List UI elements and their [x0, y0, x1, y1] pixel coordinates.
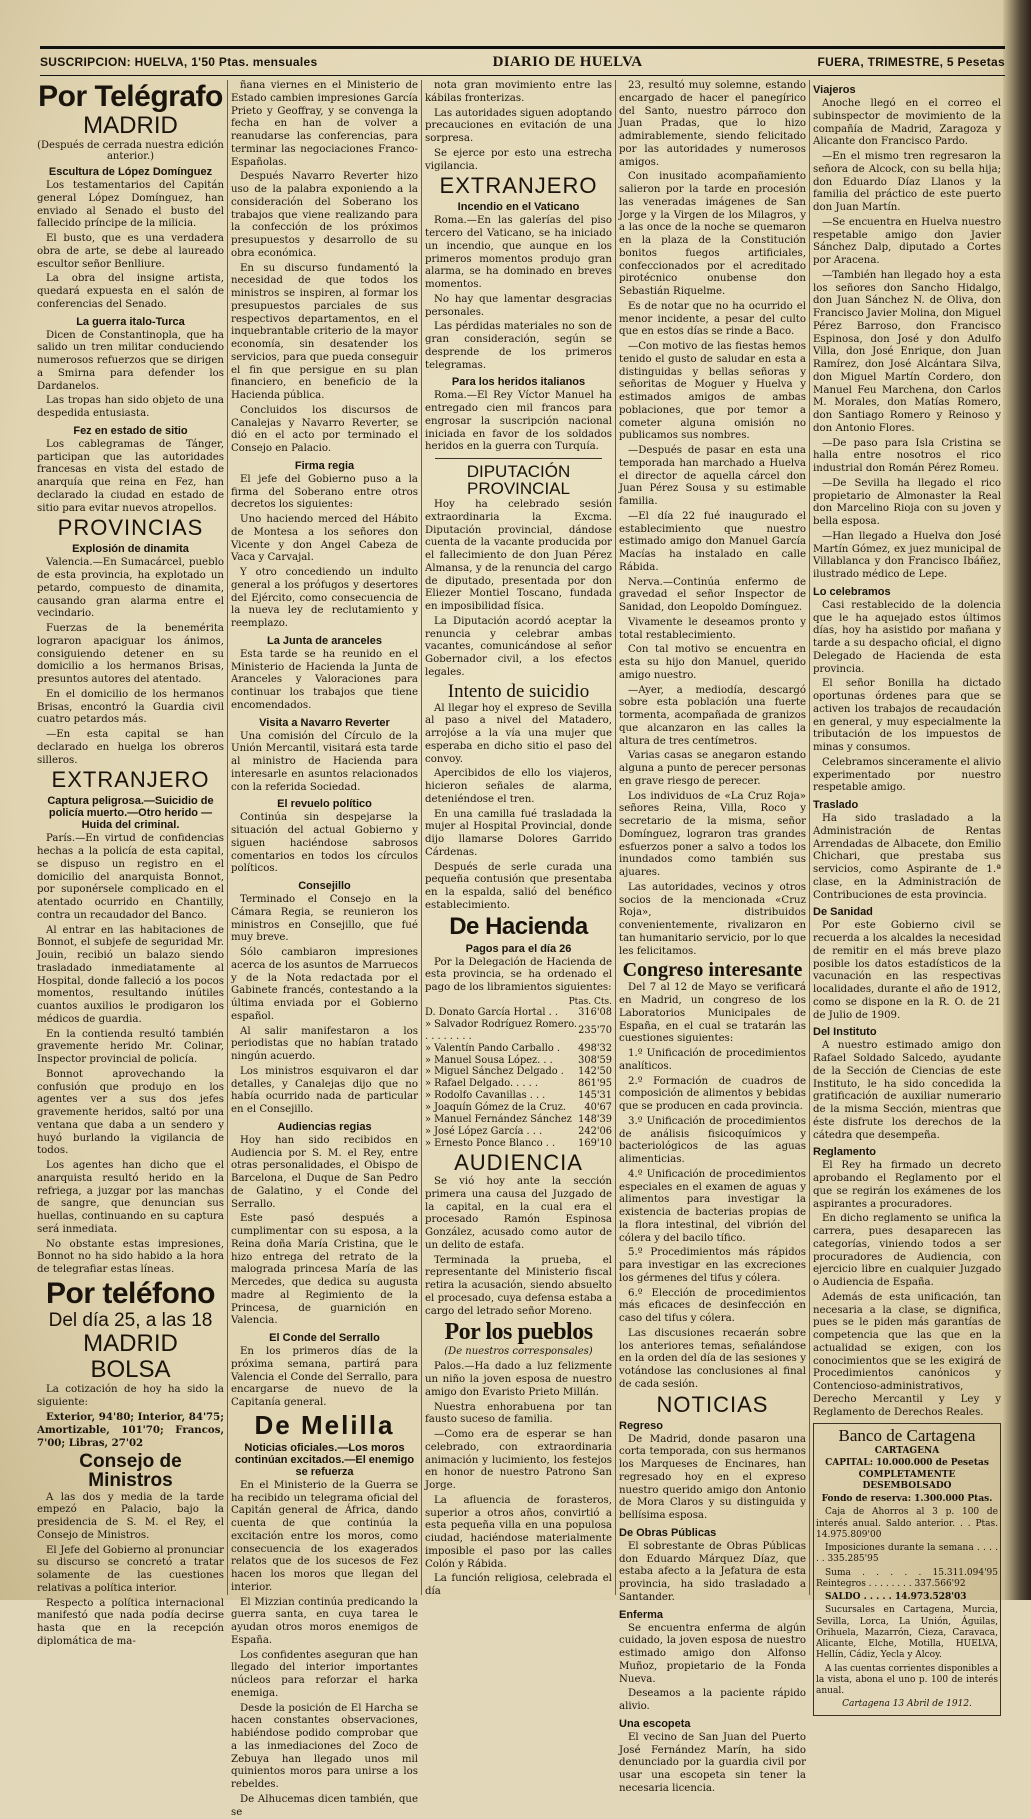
- payment-amount: 308'59: [578, 1054, 612, 1066]
- paragraph: El señor Bonilla ha dictado oportunas órdenes para que se activen los trabajos de recaudación en general, y muy especialmente la tributación de los impuestos de minas y consumos.: [813, 678, 1001, 753]
- payment-row: [425, 1090, 612, 1102]
- subhead: Incendio en el Vaticano: [457, 201, 580, 214]
- paragraph: Y otro concediendo un indulto general a los prófugos y desertores del Ejército, como consecuencia de la nueva ley de reclutamiento y reemplazo.: [231, 567, 418, 629]
- paragraph: No obstante estas impresiones, Bonnot no ha sido habido a la hora de telegrafiar estas líneas.: [37, 1238, 224, 1275]
- bank-reserve: Fondo de reserva: 1.300.000 Ptas.: [821, 1494, 993, 1504]
- heading-de-hacienda: De Hacienda: [449, 912, 588, 940]
- paragraph: París.—En virtud de confidencias hechas a la policía de esta capital, se dispuso un registro en el domicilio del anarquista Bonnot, por suponérsele complicado en el atentado ocurrido en Chantilly, contra un recaudador del Banco.: [37, 833, 224, 921]
- paragraph: Fuerzas de la benemérita lograron apaciguar los ánimos, consiguiendo detener en su domicilio a los hermanos Brisas, presuntos autores del atentado.: [37, 623, 224, 685]
- heading-suicidio: Intento de suicidio: [447, 680, 590, 702]
- payment-row: [425, 1114, 612, 1126]
- payment-amount: 40'67: [584, 1102, 612, 1114]
- payments-header: Ptas. Cts.: [568, 996, 612, 1007]
- newspaper-title: DIARIO DE HUELVA: [492, 53, 643, 70]
- paragraph: La Diputación acordó aceptar la renuncia y celebrar ambas vacantes, comunicándose al señor Gobernador civil, a los efectos legales.: [425, 615, 612, 678]
- paragraph: Es de notar que no ha ocurrido el menor incidente, a pesar del culto que en estos días se rinde a Baco.: [619, 300, 806, 338]
- paragraph: La obra del insigne artista, quedará expuesta en el salón de conferencias del Senado.: [37, 273, 224, 310]
- paragraph: 1.º Unificación de procedimientos analíticos.: [619, 1048, 806, 1072]
- bank-name: Banco de Cartagena: [838, 1426, 976, 1446]
- paragraph: El Jefe del Gobierno al pronunciar su discurso se concretó a tratar solamente de las cuestiones relativas a política interior.: [37, 1544, 224, 1594]
- subhead: Traslado: [813, 799, 859, 811]
- heading-por-los-pueblos: Por los pueblos: [444, 1319, 593, 1346]
- paragraph: 6.º Elección de procedimientos más eficaces de desinfección en caso del tifus y cólera.: [619, 1287, 806, 1324]
- bank-branches: Sucursales en Cartagena, Murcia, Sevilla, Lorca, La Unión, Águilas, Orihuela, Mazarrón, Cieza, Caravaca, Alicante, Elche, Motilla, HUELVA, Hellín, Cádiz, Yecla y Alcoy.: [816, 1605, 998, 1661]
- paragraph: De Madrid, donde pasaron una corta temporada, con sus hermanos los Marqueses de Encinares, han regresado hoy en el expreso nuestro querido amigo don Antonio de Mora Claros y su distinguida y bellísima esposa.: [619, 1433, 806, 1521]
- paragraph: Este pasó después a cumplimentar con su esposa, a la Reina doña María Cristina, que le hizo entrega del retrato de la malograda princesa María de las Mercedes, que dedica su augusta madre al Regimiento de la Princesa, de guarnición en Valencia.: [231, 1213, 418, 1327]
- payment-row: [425, 1102, 612, 1114]
- paragraph: Hoy ha celebrado sesión extraordinaria la Excma. Diputación provincial, dándose cuenta de la vacante producida por el fallecimiento de don Juan Pérez Almansa, y de la renuncia del cargo de diputado, presentada por don Eliezer Montiel Toscano, fundada en imposibilidad física.: [425, 499, 612, 612]
- paragraph: Con tal motivo se encuentra en esta su hijo don Manuel, querido amigo nuestro.: [619, 644, 806, 681]
- payee-name: » José López García . . .: [425, 1126, 543, 1138]
- bank-capital: CAPITAL: 10.000.000 de Pesetas COMPLETAMENTE DESEMBOLSADO: [825, 1458, 989, 1491]
- paragraph: El sobrestante de Obras Públicas don Eduardo Márquez Díaz, que estaba afecto a la Jefatura de esta provincia, ha sido trasladado a Santander.: [619, 1540, 806, 1603]
- paragraph: —Se encuentra en Huelva nuestro respetable amigo don Javier Sánchez Dalp, diputado a Cortes por Aracena.: [813, 216, 1001, 266]
- paragraph: El busto, que es una verdadera obra de arte, se debe al laureado escultor señor Benlliure.: [37, 233, 224, 270]
- payment-row: [425, 1066, 612, 1078]
- paragraph: Una comisión del Círculo de la Unión Mercantil, visitará esta tarde al ministro de Hacienda para interesarle en asuntos relacionados con la referida Sociedad.: [231, 730, 418, 793]
- paragraph: Ha sido trasladado a la Administración de Rentas Arrendadas de Albacete, don Emilio Chichari, que prestaba sus servicios, como Aspirante de 1.ª clase, en la Administración de Contribuciones de esta provincia.: [813, 813, 1001, 901]
- payment-row: [425, 1007, 612, 1019]
- subhead: Explosión de dinamita: [72, 543, 189, 556]
- heading-dia: Del día 25, a las 18: [48, 1309, 213, 1331]
- subhead: Enferma: [619, 1608, 664, 1621]
- payment-row: [425, 1078, 612, 1090]
- paragraph: El Mizzian continúa predicando la guerra santa, en cuya tarea le ayudan otros moros enemigos de España.: [231, 1596, 418, 1646]
- payments-table: [425, 1007, 612, 1150]
- paragraph: No hay que lamentar desgracias personales.: [425, 293, 612, 318]
- paragraph: Terminado el Consejo en la Cámara Regia, se reunieron los ministros en Consejillo, que fué muy breve.: [231, 894, 418, 944]
- subhead: Visita a Navarro Reverter: [259, 716, 390, 729]
- paragraph: De Alhucemas dicen también, que se: [231, 1793, 418, 1818]
- paragraph: Los testamentarios del Capitán general López Domínguez, han enviado al Senado el busto del fallecido príncipe de la milicia.: [37, 180, 224, 230]
- paragraph: 4.º Unificación de procedimientos especiales en el examen de aguas y alimentos para investigar la existencia de bacterias propias de la flora intestinal, del vibrión del cólera y del bacilo tífico.: [619, 1168, 806, 1244]
- payee-name: D. Donato García Hortal . .: [425, 1006, 559, 1018]
- paragraph: Sólo cambiaron impresiones acerca de los asuntos de Marruecos y de la Nota redactada por el Gabinete francés, contestando a la última enviada por el Gobierno español.: [231, 947, 418, 1022]
- paragraph: El Rey ha firmado un decreto aprobando el Reglamento por el que se regirán los exámenes de los aspirantes a procuradores.: [813, 1160, 1001, 1210]
- bank-balance: SALDO . . . . . 14.973.528'03: [825, 1592, 967, 1602]
- paragraph: En la contienda resultó también gravemente herido Mr. Colinar, Inspector provincial de policía.: [37, 1028, 224, 1065]
- payment-row: [425, 1126, 612, 1138]
- subhead: Viajeros: [813, 84, 856, 96]
- payment-amount: 316'08: [578, 1006, 612, 1018]
- bank-advertisement: [813, 1423, 1001, 1715]
- paragraph: 5.º Procedimientos más rápidos para investigar en las excreciones los gérmenes del tifus y cólera.: [619, 1247, 806, 1284]
- paragraph: Las tropas han sido objeto de una despedida entusiasta.: [37, 395, 224, 419]
- payment-amount: 145'31: [578, 1090, 612, 1102]
- heading-provincias: PROVINCIAS: [57, 515, 204, 541]
- column-1: [34, 80, 228, 1647]
- subhead: Pagos para el día 26: [465, 942, 572, 955]
- paragraph: Roma.—El Rey Víctor Manuel ha entregado cien mil francos para engrosar la suscripción nacional iniciada en favor de los soldados heridos en la guerra con Turquía.: [425, 390, 612, 453]
- heading-madrid: MADRID: [83, 112, 178, 139]
- paragraph: Por este Gobierno civil se recuerda a los alcaldes la necesidad de remitir en el más breve plazo posible los datos estadísticos de la vacunación en las respectivas localidades, durante el año de 1912, como se dispone en la R. O. de 21 de Julio de 1909.: [813, 920, 1001, 1021]
- paragraph: Varias casas se anegaron estando alguna a punto de perecer personas en grave riesgo de perecer.: [619, 750, 806, 787]
- subhead: Firma regia: [294, 459, 355, 472]
- paragraph: —Después de pasar en esta una temporada han marchado a Huelva el director de aquella cárcel don Juan Pérez Sousa y su estimable familia.: [619, 445, 806, 507]
- subscription-price: SUSCRIPCION: HUELVA, 1'50 Ptas. mensuales: [40, 55, 318, 69]
- masthead: [40, 46, 1005, 76]
- paragraph: Además de esta unificación, tan necesaria a la clase, se dignifica, pues se le piden más garantías de competencia que las que en la actualidad se exigen, con los conocimientos que se les exigirá de Procedimientos canónicos y Contencioso-administrativos, Derecho Mercantil y Ley y Reglamento de Derechos Reales.: [813, 1291, 1001, 1418]
- paragraph: Después Navarro Reverter hizo uso de la palabra exponiendo a la consideración del Soberano los trabajos que viene realizando para la confección de los próximos presupuestos y desarrollo de su obra económica.: [231, 171, 418, 259]
- payment-row: [425, 1043, 612, 1055]
- payee-name: » Rafael Delgado. . . . .: [425, 1078, 538, 1090]
- paragraph: —Como era de esperar se han celebrado, con extraordinaria animación y lucimiento, los festejos en honor de nuestro Patrono San Jorge.: [425, 1429, 612, 1491]
- paragraph: —El día 22 fué inaugurado el establecimiento que nuestro estimado amigo don Manuel García Macías ha instalado en calle Rábida.: [619, 510, 806, 573]
- paragraph: —De Sevilla ha llegado el rico propietario de Almonaster la Real don Marcelino Rioja con su joven y bella esposa.: [813, 477, 1001, 527]
- paragraph: La afluencia de forasteros, superior a otros años, convirtió a esta pequeña villa en una populosa ciudad, haciéndose materialmente imposible el paso por las calles Colón y Rábida.: [425, 1494, 612, 1570]
- subhead: Fez en estado de sitio: [73, 424, 188, 437]
- payment-amount: 498'32: [578, 1042, 612, 1054]
- paragraph: Los cablegramas de Tánger, participan que las autoridades francesas en vista del estado de anarquía que reina en Fez, han declarado la ciudad en estado de sitio para evitar nuevos atropellos.: [37, 438, 224, 514]
- payee-name: » Ernesto Ponce Blanco . .: [425, 1138, 556, 1150]
- paragraph: Dicen de Constantinopla, que ha salido un tren militar conduciendo numerosos refuerzos que se dirigen a Smirna para defender los Dardanelos.: [37, 329, 224, 392]
- payee-name: » Rodolfo Cavanillas . . .: [425, 1090, 546, 1102]
- subhead: La Junta de aranceles: [267, 634, 382, 647]
- subhead: Para los heridos italianos: [451, 376, 586, 389]
- payee-name: » Miguel Sánchez Delgado .: [425, 1066, 564, 1078]
- paragraph: Continúa sin despejarse la situación del actual Gobierno y siguen haciéndose sabrosos comentarios en todos los círculos políticos.: [231, 812, 418, 875]
- subhead: Reglamento: [813, 1146, 876, 1159]
- stock-quotes: Exterior, 94'80; Interior, 84'75; Amortizable, 101'70; Francos, 7'00; Libras, 27'02: [37, 1411, 224, 1449]
- heading-madrid-2: MADRID: [83, 1329, 178, 1357]
- payee-name: » Valentín Pando Carballo .: [425, 1042, 560, 1054]
- payment-row: [425, 1055, 612, 1067]
- column-3: [422, 80, 616, 1595]
- paragraph: En el domicilio de los hermanos Brisas, encontró la Guardia civil cuatro petardos más.: [37, 688, 224, 726]
- subhead: Audiencias regias: [277, 1120, 372, 1133]
- heading-extranjero: EXTRANJERO: [51, 767, 210, 793]
- paragraph: Terminada la prueba, el representante del Ministerio fiscal retira la acusación, siendo absuelto el procesado, cuya defensa estaba a cargo del letrado señor Moreno.: [425, 1254, 612, 1317]
- heading-consejo: Consejo de Ministros: [79, 1450, 182, 1491]
- subhead: Lo celebramos: [813, 585, 891, 598]
- correspondents-note: (De nuestros corresponsales): [444, 1346, 593, 1358]
- paragraph: —De paso para Isla Cristina se halla entre nosotros el rico industrial don Román Pérez Romeu.: [813, 437, 1001, 474]
- paragraph: Apercibidos de ello los viajeros, hicieron señales de alarma, deteniéndose el tren.: [425, 768, 612, 805]
- paragraph: Respecto a política internacional manifestó que nada podía decirse hasta que en la recepción diplomática de ma-: [37, 1597, 224, 1647]
- paragraph: Los ministros esquivaron el dar detalles, y Canalejas dijo que no había ocurrido nada de particular en el Consejillo.: [231, 1065, 418, 1115]
- heading-por-telefono: Por teléfono: [45, 1276, 215, 1310]
- paragraph: —En el mismo tren regresaron la señora de Alcock, con su bella hija; don Eduardo Díaz Llanos y la familia del práctico de este puerto don Juan Martín.: [813, 151, 1001, 213]
- paragraph: nota gran movimiento entre las kábilas fronterizas.: [425, 80, 612, 104]
- payment-amount: 235'70: [578, 1024, 612, 1036]
- subhead: Captura peligrosa.—Suicidio de policía muerto.—Otro herido —Huida del criminal.: [47, 795, 214, 832]
- paragraph: 2.º Formación de cuadros de composición de alimentos y bebidas que se producen en cada provincia.: [619, 1075, 806, 1112]
- paragraph: Bonnot aprovechando la confusión que produjo en los agentes ver a sus dos jefes gravemente heridos, saltó por una ventana que daba a un sendero y huyó burlando la vigilancia de todos.: [37, 1068, 224, 1157]
- payment-row: [425, 1019, 612, 1043]
- paragraph: Al salir manifestaron a los periodistas que no habían tratado ningún acuerdo.: [231, 1025, 418, 1062]
- payment-amount: 242'06: [578, 1126, 612, 1138]
- paragraph: Deseamos a la paciente rápido alivio.: [619, 1688, 806, 1712]
- paragraph: Con inusitado acompañamiento salieron por la tarde en procesión las veneradas imágenes de San Jorge y la Virgen de los Milagros, y a las once de la noche se quemaron en la plaza de la Constitución bonitos fuegos artificiales, confeccionados por el acreditado pirotécnico onubense don Sebastián Riquelme.: [619, 171, 806, 297]
- paragraph: Anoche llegó en el correo el subinspector de movimiento de la compañía de Madrid, Zaragoza y Alicante don Francisco Pardo.: [813, 98, 1001, 148]
- paragraph: A las dos y media de la tarde empezó en Palacio, bajo la presidencia de S. M. el Rey, el Consejo de Ministros.: [37, 1491, 224, 1541]
- paragraph: Del 7 al 12 de Mayo se verificará en Madrid, un congreso de los Laboratorios Municipales de España, en el cual se tratarán las cuestiones siguientes:: [619, 982, 806, 1045]
- paragraph: Los confidentes aseguran que han llegado del interior importantes núcleos para reforzar el harka enemiga.: [231, 1649, 418, 1699]
- columns: [34, 80, 1008, 1818]
- payment-amount: 861'95: [578, 1078, 612, 1090]
- subhead: Noticias oficiales.—Los moros continúan excitados.—El enemigo se refuerza: [234, 1441, 415, 1478]
- heading-diputacion: DIPUTACIÓN PROVINCIAL: [466, 462, 571, 498]
- bank-city: CARTAGENA: [874, 1446, 940, 1457]
- outside-price: FUERA, TRIMESTRE, 5 Pesetas: [817, 55, 1005, 69]
- paragraph: En una camilla fué trasladada la mujer al Hospital Provincial, donde dijo llamarse Dolores Garrido Cárdenas.: [425, 808, 612, 858]
- paragraph: —Con motivo de las fiestas hemos tenido el gusto de saludar en esta a distinguidas y bellas señoras y señoritas de Moguer y Huelva y estimados amigos de ambas poblaciones, que por temor a cometer alguna omisión no publicamos sus nombres.: [619, 341, 806, 442]
- paragraph: Por la Delegación de Hacienda de esta provincia, se ha ordenado el pago de los libramientos siguientes:: [425, 956, 612, 993]
- heading-por-telegrafo: Por Telégrafo: [38, 80, 223, 113]
- paragraph: Las pérdidas materiales no son de gran consideración, según se desprende de los primeros telegramas.: [425, 321, 612, 371]
- paragraph: Celebramos sinceramente el alivio experimentado por nuestro respetable amigo.: [813, 756, 1001, 794]
- paragraph: Casi restablecido de la dolencia que le ha aquejado estos últimos días, hoy ha asistido por mañana y tarde a su despacho oficial, el digno Delegado de Hacienda de esta provincia.: [813, 599, 1001, 675]
- paragraph: Nuestra enhorabuena por tan fausto suceso de familia.: [425, 1401, 612, 1426]
- paragraph: Las discusiones recaerán sobre los anteriores temas, señalándose en la orden del día de las sesiones y votándose las conclusiones al final de cada sesión.: [619, 1327, 806, 1390]
- column-5: [810, 80, 1004, 1710]
- paragraph: 23, resultó muy solemne, estando encargado de hacer el panegírico del Santo, nuestro párroco don Juan Pradas, que lo hizo admirablemente, siendo felicitado por las autoridades y numerosos amigos.: [619, 80, 806, 168]
- divider: [435, 458, 602, 459]
- payment-row: [425, 1138, 612, 1150]
- bank-line: Suma . . . . . 15.311.094'95 Reintegros . . . . . . . . 337.566'92: [816, 1567, 998, 1589]
- subhead: De Obras Públicas: [619, 1526, 717, 1539]
- heading-bolsa: BOLSA: [90, 1355, 171, 1383]
- paragraph: Las autoridades, vecinos y otros socios de la mencionada «Cruz Roja», distribuidos convenientemente, rivalizaron en tan humanitario servicio, por lo que les felicitamos.: [619, 881, 806, 957]
- paragraph: —Han llegado a Huelva don José Martín Gómez, ex juez municipal de Villablanca y don Francisco Ibáñez, ilustrado médico de Lepe.: [813, 530, 1001, 580]
- paragraph: Roma.—En las galerías del piso tercero del Vaticano, se ha iniciado un incendio, que aunque en los primeros momentos produjo gran alarma, se ha dominado en breves momentos.: [425, 215, 612, 290]
- paragraph: Se vió hoy ante la sección primera una causa del Juzgado de la capital, en la cual era el procesado Ramón Espinosa González, acusado como autor de un delito de estafa.: [425, 1176, 612, 1251]
- paragraph: El vecino de San Juan del Puerto José Fernández Marín, ha sido denunciado por la guardia civil por usar una escopeta sin tener la necesaria licencia.: [619, 1731, 806, 1794]
- paragraph: Uno haciendo merced del Hábito de Montesa a los señores don Vicente y don Angel Cabeza de Vaca y Carvajal.: [231, 514, 418, 564]
- paragraph: Los agentes han dicho que el anarquista resultó herido en la refriega, a juzgar por las manchas de sangre, que denuncian sus huellas, continuando en su captura será inmediata.: [37, 1160, 224, 1235]
- paragraph: Se encuentra enferma de algún cuidado, la joven esposa de nuestro estimado amigo don Alfonso Muñoz, propietario de la Fonda Nueva.: [619, 1622, 806, 1685]
- subhead: El Conde del Serrallo: [269, 1332, 380, 1344]
- paragraph: Nerva.—Continúa enfermo de gravedad el señor Inspector de Sanidad, don Leopoldo Domínguez.: [619, 576, 806, 613]
- subhead: De Sanidad: [813, 906, 873, 919]
- paragraph: Después de serle curada una pequeña contusión que presentaba en la espalda, salió del benéfico establecimiento.: [425, 861, 612, 911]
- paragraph: —En esta capital se han declarado en huelga los obreros silleros.: [37, 729, 224, 766]
- subhead: Escultura de López Domínguez: [48, 166, 213, 178]
- paragraph: Concluidos los discursos de Canalejas y Navarro Reverter, se dió en el acto por terminado el Consejo en Palacio.: [231, 404, 418, 454]
- payment-amount: 169'10: [578, 1138, 612, 1150]
- paragraph: En los primeros días de la próxima semana, partirá para Valencia el Conde del Serrallo, para encargarse de nuevo de la Capitanía general.: [231, 1346, 418, 1408]
- subhead: Regreso: [619, 1419, 664, 1432]
- paragraph: ñana viernes en el Ministerio de Estado cambien impresiones García Prieto y Geoffray, y se convenga la fecha en han de volver a reanudarse las conferencias, para terminar las negociaciones Franco-Españolas.: [231, 80, 418, 168]
- paragraph: Palos.—Ha dado a luz felizmente un niño la joven esposa de nuestro amigo don Evaristo Prieto Millán.: [425, 1361, 612, 1398]
- paragraph: Esta tarde se ha reunido en el Ministerio de Hacienda la Junta de Aranceles y Valoraciones para continuar los trabajos que tiene encomendados.: [231, 648, 418, 711]
- paragraph: En su discurso fundamentó la necesidad de que todos los ministros se inspiren, al formar los presupuestos parciales de sus respectivos departamentos, en el inquebrantable criterio de la mayor economía, sin desatender los servicios, para que pueda conseguir el fin que persigue en su plan financiero, en beneficio de la Hacienda pública.: [231, 262, 418, 401]
- heading-audiencia: AUDIENCIA: [454, 1150, 583, 1175]
- paragraph: En el Ministerio de la Guerra se ha recibido un telegrama oficial del Capitán general de África, dando cuenta de que continúa la excitación entre los moros, como consecuencia de los exagerados relatos que de los sucesos de Fez hacen los moros que llegan del interior.: [231, 1479, 418, 1593]
- heading-extranjero-2: EXTRANJERO: [439, 173, 598, 199]
- paragraph: Hoy han sido recibidos en Audiencia por S. M. el Rey, entre otras personalidades, el Obispo de Barcelona, el Duque de San Pedro de Galatino, y el Conde del Serrallo.: [231, 1134, 418, 1210]
- heading-congreso: Congreso interesante: [622, 959, 803, 982]
- column-4: [616, 80, 810, 1794]
- subhead: El revuelo político: [277, 798, 372, 811]
- paragraph: —Ayer, a mediodía, descargó sobre esta población una fuerte tormenta, acompañada de granizos que alcanzaron en las calles la altura de tres centímetros.: [619, 684, 806, 747]
- paragraph: 3.º Unificación de procedimientos de análisis fisicoquímicos y bacteriológicos de las aguas alimenticias.: [619, 1115, 806, 1165]
- heading-noticias: NOTICIAS: [656, 1391, 769, 1417]
- payee-name: » Joaquín Gómez de la Cruz.: [425, 1102, 567, 1114]
- bank-line: Imposiciones durante la semana . . . . . . 335.285'95: [816, 1543, 998, 1565]
- bank-date: Cartagena 13 Abril de 1912.: [842, 1699, 972, 1710]
- paragraph: En dicho reglamento se unifica la carrera, pues desaparecen las categorías, viniendo todos a ser procuradores de Audiencia, con ejercicio libre en cualquier Juzgado o Audiencia de España.: [813, 1213, 1001, 1288]
- paragraph: —También han llegado hoy a esta los señores don Sancho Hidalgo, don Juan Sánchez N. de Oliva, don Francisco Javier Molina, don Miguel Pérez Barroso, don Francisco Espinosa, don José y don Adulfo Villa, don José Enrique, don Juan Ramírez, don José Alcántara Silva, don Miguel Martín Cordero, don Manuel Feu Marchena, don Carlos M. Morales, don Matías Romero, don Santiago Romero y Reinoso y don Antonio Flores.: [813, 269, 1001, 434]
- paragraph: Se ejerce por esto una estrecha vigilancia.: [425, 147, 612, 172]
- heading-de-melilla: De Melilla: [254, 1409, 395, 1440]
- subhead: Una escopeta: [619, 1717, 691, 1730]
- paragraph: Al entrar en las habitaciones de Bonnot, el subjefe de seguridad Mr. Jouin, recibió un balazo siendo trasladado inmediatamente al Hospital, donde falleció a los pocos momentos, resultando inútiles cuantos auxilios le prodigaron los médicos de guardia.: [37, 924, 224, 1025]
- paragraph: Vivamente le deseamos pronto y total restablecimiento.: [619, 616, 806, 641]
- bank-interest: A las cuentas corrientes disponibles a la vista, abona el uno p. 100 de interés anual.: [816, 1663, 998, 1696]
- paragraph: El jefe del Gobierno puso a la firma del Soberano entre otros decretos los siguientes:: [231, 473, 418, 511]
- subhead: Consejillo: [298, 880, 351, 892]
- column-2: [228, 80, 422, 1818]
- payee-name: » Manuel Fernández Sánchez: [425, 1114, 572, 1126]
- paragraph: Al llegar hoy el expreso de Sevilla al paso a nivel del Matadero, arrojóse a la vía una mujer que esperaba en dicho sitio el paso del convoy.: [425, 702, 612, 765]
- subhead: La guerra italo-Turca: [76, 315, 185, 328]
- paragraph: La cotización de hoy ha sido la siguiente:: [37, 1383, 224, 1408]
- paragraph: A nuestro estimado amigo don Rafael Soldado Salcedo, ayudante de la Sección de Ciencias de este Instituto, le ha sido concedida la gratificación de auxiliar numerario de la misma Sección, mientras que éste disfrute los derechos de la cátedra que desempeña.: [813, 1040, 1001, 1141]
- payee-name: » Salvador Rodríguez Romero. . . . . . . . .: [425, 1018, 578, 1042]
- paragraph: La función religiosa, celebrada el día: [425, 1573, 612, 1597]
- subhead: Del Instituto: [813, 1026, 877, 1039]
- bank-line: Caja de Ahorros al 3 p. 100 de interés anual. Saldo anterior. . . Ptas. 14.975.809'00: [816, 1507, 998, 1540]
- payee-name: » Manuel Sousa López. . .: [425, 1054, 553, 1066]
- paragraph: Desde la posición de El Harcha se hacen constantes observaciones, habiéndose podido comprobar que a las inmediaciones del Zoco de Zebuya han llegado unos mil quinientos moros para unirse a los rebeldes.: [231, 1702, 418, 1790]
- payment-amount: 142'50: [578, 1066, 612, 1078]
- payment-amount: 148'39: [578, 1114, 612, 1126]
- paragraph: Valencia.—En Sumacárcel, pueblo de esta provincia, ha explotado un petardo, compuesto de dinamita, causando gran alarma entre el vecindario.: [37, 557, 224, 620]
- edition-note: (Después de cerrada nuestra edición anterior.): [37, 140, 224, 162]
- paragraph: Los individuos de «La Cruz Roja» señores Reina, Villa, Roco y secretario de la misma, señor Domínguez, lograron tras grandes esfuerzos poner a salvo a todos los inundados como también sus ajuares.: [619, 790, 806, 878]
- paragraph: Las autoridades siguen adoptando precauciones en evitación de una sorpresa.: [425, 107, 612, 144]
